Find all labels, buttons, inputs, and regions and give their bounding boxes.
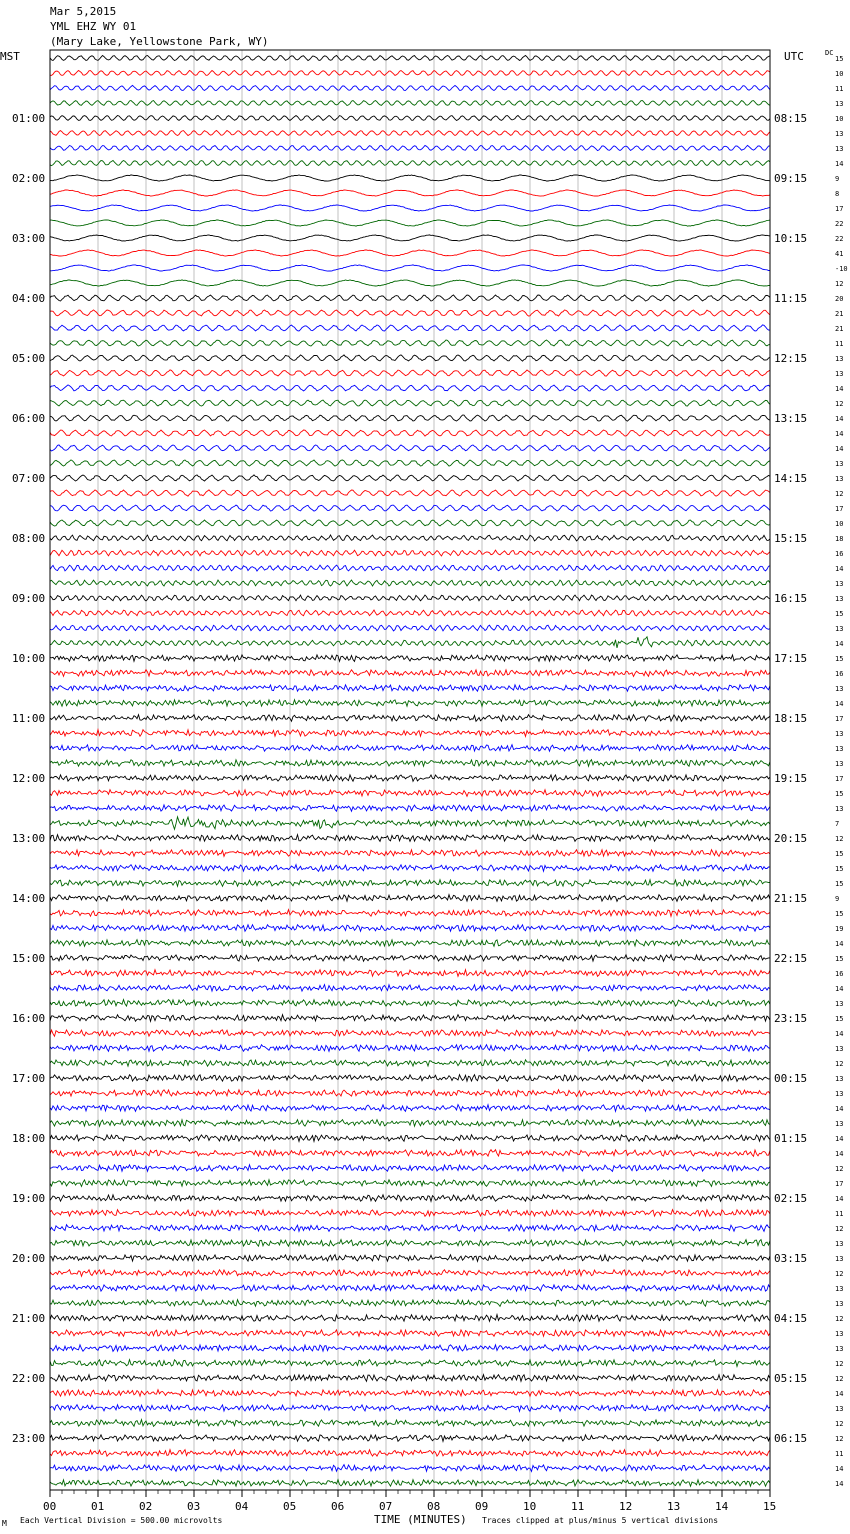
x-tick-label: 13 (667, 1500, 681, 1513)
dc-offset-value: 8 (835, 190, 840, 198)
seismic-trace (50, 1090, 770, 1097)
utc-hour-label: 11:15 (774, 292, 808, 305)
seismic-trace (50, 940, 770, 947)
dc-offset-value: 15 (835, 955, 844, 963)
dc-offset-value: 14 (835, 1150, 844, 1158)
dc-offset-value: 14 (835, 1390, 844, 1398)
dc-offset-value: 9 (835, 895, 840, 903)
dc-offset-value: 13 (835, 1345, 844, 1353)
dc-offset-value: 12 (835, 1420, 844, 1428)
mst-hour-label: 11:00 (12, 712, 46, 725)
dc-offset-value: 12 (835, 1165, 844, 1173)
seismic-trace (50, 1255, 770, 1262)
x-tick-label: 08 (427, 1500, 441, 1513)
mst-hour-label: 15:00 (12, 952, 46, 965)
dc-offset-value: 13 (835, 1075, 844, 1083)
seismic-trace (50, 1435, 770, 1442)
dc-offset-value: 14 (835, 1465, 844, 1473)
seismic-trace (50, 760, 770, 767)
dc-offset-labels (835, 55, 848, 1488)
dc-offset-value: 13 (835, 145, 844, 153)
dc-offset-value: 14 (835, 940, 844, 948)
utc-hour-label: 18:15 (774, 712, 808, 725)
seismic-trace (50, 745, 770, 752)
seismic-trace (50, 1315, 770, 1322)
utc-hour-label: 09:15 (774, 172, 808, 185)
mst-hour-label: 14:00 (12, 892, 46, 905)
seismic-trace (50, 805, 770, 812)
station-label: YML EHZ WY 01 (50, 20, 137, 33)
dc-offset-value: 12 (835, 1315, 844, 1323)
dc-offset-value: 13 (835, 1090, 844, 1098)
x-tick-label: 09 (475, 1500, 489, 1513)
dc-offset-value: 13 (835, 1120, 844, 1128)
seismic-trace (50, 610, 770, 616)
seismic-trace (50, 145, 770, 150)
dc-offset-value: 17 (835, 715, 844, 723)
seismic-trace (50, 1105, 770, 1112)
seismic-trace (50, 850, 770, 857)
utc-hour-label: 17:15 (774, 652, 808, 665)
dc-offset-value: 12 (835, 1225, 844, 1233)
seismic-trace (50, 310, 770, 316)
seismic-trace (50, 1075, 770, 1082)
seismic-trace (50, 220, 770, 226)
dc-offset-value: 13 (835, 1240, 844, 1248)
mst-hour-label: 04:00 (12, 292, 46, 305)
mst-hour-label: 23:00 (12, 1432, 46, 1445)
dc-offset-value: 13 (835, 100, 844, 108)
dc-offset-value: 14 (835, 430, 844, 438)
dc-offset-value: 13 (835, 625, 844, 633)
mst-hour-label: 08:00 (12, 532, 46, 545)
mst-hour-label: 17:00 (12, 1072, 46, 1085)
seismic-trace (50, 595, 770, 601)
seismic-trace (50, 730, 770, 737)
seismic-trace (50, 205, 770, 211)
seismic-trace (50, 1000, 770, 1007)
dc-offset-value: 17 (835, 775, 844, 783)
seismic-trace (50, 1360, 770, 1367)
seismic-trace (50, 85, 770, 90)
seismic-trace (50, 370, 770, 376)
dc-offset-value: 19 (835, 925, 844, 933)
x-tick-label: 14 (715, 1500, 729, 1513)
mst-hour-label: 18:00 (12, 1132, 46, 1145)
dc-offset-value: 15 (835, 865, 844, 873)
seismic-trace (50, 910, 770, 917)
seismic-trace (50, 1300, 770, 1307)
dc-offset-value: 17 (835, 1180, 844, 1188)
plot-frame (50, 50, 770, 1490)
location-label: (Mary Lake, Yellowstone Park, WY) (50, 35, 269, 48)
clip-note: Traces clipped at plus/minus 5 vertical divisions (482, 1516, 719, 1525)
mst-hour-label: 13:00 (12, 832, 46, 845)
seismic-trace (50, 1150, 770, 1157)
x-tick-label: 05 (283, 1500, 297, 1513)
dc-offset-value: 15 (835, 850, 844, 858)
dc-offset-value: -10 (835, 265, 848, 273)
seismic-trace (50, 56, 770, 61)
dc-offset-value: 13 (835, 1000, 844, 1008)
seismic-trace (50, 71, 770, 76)
seismic-trace (50, 131, 770, 136)
x-tick-label: 15 (763, 1500, 777, 1513)
utc-hour-label: 22:15 (774, 952, 808, 965)
utc-hour-label: 13:15 (774, 412, 808, 425)
utc-hour-label: 21:15 (774, 892, 808, 905)
dc-offset-value: 13 (835, 730, 844, 738)
x-tick-label: 04 (235, 1500, 249, 1513)
seismic-trace (50, 475, 770, 481)
dc-offset-value: 18 (835, 535, 844, 543)
seismic-trace (50, 1480, 770, 1487)
seismic-trace (50, 637, 770, 648)
seismic-trace (50, 535, 770, 541)
seismic-trace (50, 1060, 770, 1066)
dc-offset-value: 13 (835, 460, 844, 468)
seismic-trace (50, 1345, 770, 1352)
dc-offset-value: 14 (835, 565, 844, 573)
utc-hour-label: 04:15 (774, 1312, 808, 1325)
dc-offset-value: 41 (835, 250, 844, 258)
seismic-trace (50, 1180, 770, 1187)
dc-offset-value: 13 (835, 580, 844, 588)
seismic-trace (50, 1240, 770, 1247)
seismic-trace (50, 1390, 770, 1397)
seismic-trace (50, 385, 770, 391)
seismic-trace (50, 1120, 770, 1127)
seismic-trace (50, 895, 770, 902)
seismic-trace (50, 1375, 770, 1382)
x-axis (43, 1490, 776, 1513)
dc-offset-value: 13 (835, 745, 844, 753)
seismic-trace (50, 1330, 770, 1337)
mst-hour-label: 01:00 (12, 112, 46, 125)
seismic-trace (50, 865, 770, 872)
dc-offset-value: 9 (835, 175, 840, 183)
seismic-trace (50, 1135, 770, 1142)
dc-offset-value: 15 (835, 610, 844, 618)
seismic-trace (50, 1015, 770, 1022)
x-tick-label: 03 (187, 1500, 201, 1513)
utc-hour-label: 12:15 (774, 352, 808, 365)
dc-offset-value: 10 (835, 70, 844, 78)
dc-offset-value: 12 (835, 1270, 844, 1278)
dc-offset-value: 21 (835, 310, 844, 318)
dc-offset-value: 14 (835, 1480, 844, 1488)
seismic-trace (50, 280, 770, 286)
seismic-trace (50, 235, 770, 241)
x-tick-label: 00 (43, 1500, 57, 1513)
dc-offset-value: 13 (835, 1255, 844, 1263)
seismic-trace (50, 116, 770, 121)
seismic-trace (50, 400, 770, 406)
date-label: Mar 5,2015 (50, 5, 117, 18)
dc-offset-value: 22 (835, 220, 844, 228)
dc-offset-value: 11 (835, 1210, 844, 1218)
utc-hour-label: 08:15 (774, 112, 808, 125)
dc-offset-value: 15 (835, 1015, 844, 1023)
dc-offset-value: 21 (835, 325, 844, 333)
dc-offset-value: 13 (835, 685, 844, 693)
dc-offset-value: 15 (835, 880, 844, 888)
seismic-trace (50, 1030, 770, 1037)
mst-hour-label: 06:00 (12, 412, 46, 425)
mst-hour-label: 19:00 (12, 1192, 46, 1205)
mst-hour-label: 07:00 (12, 472, 46, 485)
seismic-trace (50, 550, 770, 556)
seismic-trace (50, 445, 770, 451)
seismic-trace (50, 790, 770, 797)
x-tick-label: 12 (619, 1500, 633, 1513)
dc-offset-value: 16 (835, 970, 844, 978)
dc-offset-value: 13 (835, 1330, 844, 1338)
seismic-trace (50, 1210, 770, 1217)
dc-offset-value: 15 (835, 910, 844, 918)
dc-offset-value: 7 (835, 820, 840, 828)
seismic-trace (50, 265, 770, 271)
dc-offset-value: 13 (835, 805, 844, 813)
seismic-trace (50, 355, 770, 361)
seismic-trace (50, 580, 770, 586)
seismic-trace (50, 715, 770, 722)
seismic-trace (50, 1225, 770, 1232)
dc-offset-value: 13 (835, 760, 844, 768)
dc-offset-value: 17 (835, 505, 844, 513)
seismic-trace (50, 835, 770, 842)
dc-offset-value: 14 (835, 640, 844, 648)
x-tick-label: 11 (571, 1500, 585, 1513)
mst-hour-label: 20:00 (12, 1252, 46, 1265)
mst-hour-label: 03:00 (12, 232, 46, 245)
mst-hour-label: 12:00 (12, 772, 46, 785)
x-tick-label: 07 (379, 1500, 393, 1513)
utc-hour-label: 03:15 (774, 1252, 808, 1265)
dc-offset-value: 13 (835, 475, 844, 483)
seismic-trace (50, 775, 770, 781)
seismic-trace (50, 340, 770, 346)
seismic-trace (50, 520, 770, 526)
dc-offset-value: 13 (835, 1405, 844, 1413)
utc-hour-label: 19:15 (774, 772, 808, 785)
dc-offset-value: 13 (835, 595, 844, 603)
utc-hour-label: 01:15 (774, 1132, 808, 1145)
dc-offset-value: 10 (835, 520, 844, 528)
seismic-trace (50, 955, 770, 962)
seismic-trace (50, 1420, 770, 1427)
dc-column-label: DC (825, 49, 834, 57)
dc-offset-value: 12 (835, 1060, 844, 1068)
dc-offset-value: 12 (835, 835, 844, 843)
dc-offset-value: 12 (835, 400, 844, 408)
seismic-trace (50, 1195, 770, 1202)
dc-offset-value: 11 (835, 1450, 844, 1458)
seismic-trace (50, 565, 770, 571)
seismic-trace (50, 175, 770, 181)
seismic-trace (50, 1285, 770, 1292)
dc-offset-value: 14 (835, 985, 844, 993)
seismic-trace (50, 190, 770, 196)
seismic-trace (50, 985, 770, 992)
dc-offset-value: 16 (835, 670, 844, 678)
seismic-trace (50, 295, 770, 301)
seismic-trace (50, 490, 770, 496)
seismic-trace (50, 1045, 770, 1052)
trace-group (50, 56, 770, 1487)
seismic-trace (50, 1465, 770, 1472)
dc-offset-value: 12 (835, 490, 844, 498)
scale-note: Each Vertical Division = 500.00 microvolts (20, 1516, 223, 1525)
dc-offset-value: 20 (835, 295, 844, 303)
dc-offset-value: 12 (835, 1375, 844, 1383)
mst-hour-label: 09:00 (12, 592, 46, 605)
dc-offset-value: 13 (835, 1285, 844, 1293)
dc-offset-value: 15 (835, 55, 844, 63)
dc-offset-value: 15 (835, 790, 844, 798)
dc-offset-value: 17 (835, 205, 844, 213)
dc-offset-value: 14 (835, 160, 844, 168)
seismic-trace (50, 880, 770, 887)
dc-offset-value: 14 (835, 445, 844, 453)
seismic-trace (50, 1405, 770, 1412)
utc-hour-label: 05:15 (774, 1372, 808, 1385)
utc-hour-label: 20:15 (774, 832, 808, 845)
utc-hour-label: 15:15 (774, 532, 808, 545)
mst-hour-label: 16:00 (12, 1012, 46, 1025)
seismic-trace (50, 1270, 770, 1277)
utc-hour-label: 23:15 (774, 1012, 808, 1025)
dc-offset-value: 11 (835, 85, 844, 93)
x-tick-label: 01 (91, 1500, 105, 1513)
utc-hour-label: 16:15 (774, 592, 808, 605)
dc-offset-value: 14 (835, 700, 844, 708)
dc-offset-value: 13 (835, 370, 844, 378)
dc-offset-value: 14 (835, 415, 844, 423)
x-tick-label: 10 (523, 1500, 537, 1513)
seismic-trace (50, 685, 770, 692)
dc-offset-value: 13 (835, 1045, 844, 1053)
dc-offset-value: 12 (835, 280, 844, 288)
utc-time-labels (774, 112, 807, 1445)
mst-hour-label: 10:00 (12, 652, 46, 665)
seismic-trace (50, 655, 770, 662)
mst-hour-label: 22:00 (12, 1372, 46, 1385)
dc-offset-value: 22 (835, 235, 844, 243)
seismic-trace (50, 101, 770, 106)
seismic-trace (50, 161, 770, 166)
seismic-trace (50, 817, 770, 830)
seismic-trace (50, 700, 770, 707)
corner-mark: M (2, 1519, 7, 1528)
seismic-trace (50, 1450, 770, 1457)
mst-hour-label: 21:00 (12, 1312, 46, 1325)
seismic-trace (50, 430, 770, 436)
x-tick-label: 06 (331, 1500, 345, 1513)
dc-offset-value: 12 (835, 1435, 844, 1443)
dc-offset-value: 15 (835, 655, 844, 663)
dc-offset-value: 14 (835, 1195, 844, 1203)
utc-hour-label: 06:15 (774, 1432, 808, 1445)
dc-offset-value: 13 (835, 130, 844, 138)
seismic-trace (50, 625, 770, 631)
dc-offset-value: 12 (835, 1360, 844, 1368)
seismic-trace (50, 505, 770, 511)
x-axis-title: TIME (MINUTES) (374, 1513, 467, 1526)
mst-hour-label: 05:00 (12, 352, 46, 365)
dc-offset-value: 13 (835, 1300, 844, 1308)
seismic-trace (50, 325, 770, 331)
utc-hour-label: 02:15 (774, 1192, 808, 1205)
utc-hour-label: 10:15 (774, 232, 808, 245)
dc-offset-value: 16 (835, 550, 844, 558)
seismic-trace (50, 970, 770, 977)
utc-hour-label: 14:15 (774, 472, 808, 485)
seismic-trace (50, 250, 770, 256)
dc-offset-value: 14 (835, 385, 844, 393)
seismic-trace (50, 415, 770, 421)
mst-hour-label: 02:00 (12, 172, 46, 185)
utc-hour-label: 00:15 (774, 1072, 808, 1085)
dc-offset-value: 14 (835, 1030, 844, 1038)
utc-axis-label: UTC (784, 50, 804, 63)
dc-offset-value: 14 (835, 1105, 844, 1113)
seismic-trace (50, 925, 770, 932)
dc-offset-value: 11 (835, 340, 844, 348)
x-tick-label: 02 (139, 1500, 153, 1513)
seismic-trace (50, 1165, 770, 1172)
mst-time-labels (12, 112, 45, 1445)
dc-offset-value: 14 (835, 1135, 844, 1143)
seismic-trace (50, 460, 770, 466)
dc-offset-value: 10 (835, 115, 844, 123)
dc-offset-value: 13 (835, 355, 844, 363)
seismic-trace (50, 670, 770, 677)
mst-axis-label: MST (0, 50, 20, 63)
